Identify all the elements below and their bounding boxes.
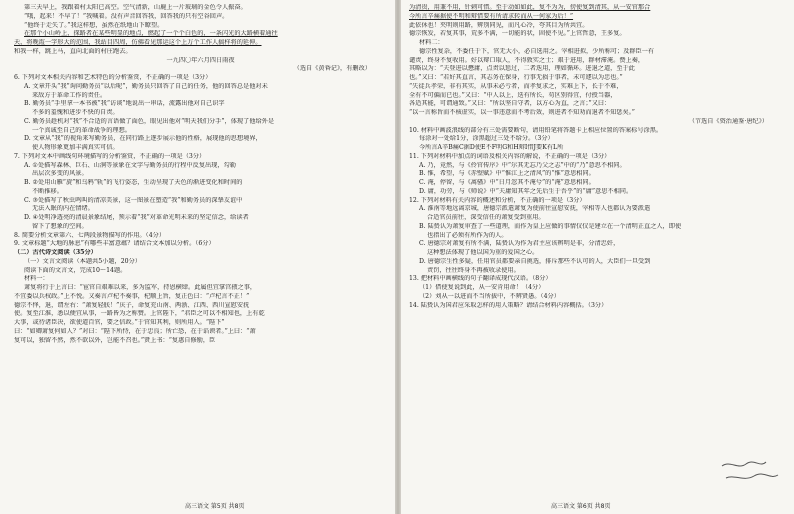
left-page-line: （二）古代诗文阅读（35分） bbox=[14, 249, 97, 256]
right-page-line: D. 唐德宗生性多疑，任用官员都要亲自挑选，排斥那些不认可的人，大臣们一旦受到 bbox=[419, 257, 651, 265]
right-page-line: “失徒兵孝荣，非有其实，从事未必亏者，而孝复求之，实难上下，长于不难， bbox=[409, 82, 623, 90]
right-page-line: 每涂对一处给1分，涂黑超过三处不给分。（3分） bbox=[419, 135, 554, 143]
right-page-line: （2）刘从一以进而不当所拔中，不辨贤愚。（4分） bbox=[419, 292, 560, 300]
right-page-line: 合适官员前往，深受信任的萧复受到重用。 bbox=[427, 214, 545, 221]
left-page-line: 9. 文章标题“大地的脉息”有哪些丰富意蕴？请结合文本加以分析。（6分） bbox=[14, 240, 215, 248]
left-page-line: D. ④处明净透亮的清晨景象结尾，预示着“我”对革命光明未来的坚定信念，给读者 bbox=[24, 214, 249, 221]
left-page-line: 天，将晚霞一字形大的范围，我站目四周，仿佛看见那运这个上万个工作人搞样将的延伸。 bbox=[14, 39, 262, 46]
left-page-line: C. ③处描写了秋虫鸣叫的清凉美景，这一图景在塑造“我”和勤务员的深挚友谊中 bbox=[24, 196, 243, 204]
right-page-line: （1）借使复说到此，从一安肯用命！（4分） bbox=[419, 284, 545, 291]
left-page-line: （一）文言文阅读（本题共5小题，20分） bbox=[24, 257, 141, 265]
handwritten-scribble bbox=[720, 458, 780, 484]
left-page-line: “他终于走失了。”我这样想，虽然在纸地山下瞭望。 bbox=[24, 21, 164, 29]
left-page-line: 出层次多变的风景。 bbox=[32, 170, 88, 178]
right-page-line: C. 唐德宗对萧复有所不满，陆贽认为作为君主应该辨明是非，分清忠奸， bbox=[419, 240, 620, 248]
left-page-line: 在那个小山岭上，探路者在某些明显的地点，燃起了一个个白色的，一条闪光的大路横着通往 bbox=[24, 30, 278, 38]
left-page-line: D. 文章从“我”的视角来写勤务员，在同行路上逐步展示他的性格，展现他的思想境界， bbox=[24, 135, 262, 143]
right-exam-page bbox=[401, 0, 794, 514]
right-page-line: 也。”又曰：“若好其直言，其志务在保身，行事无损于事者，未可遽以为忠也。” bbox=[409, 74, 623, 81]
left-page-line: 一个真诚至自己的革命战争的理想。 bbox=[32, 126, 131, 134]
right-page-line: 德宗恢发，若复其事，荒多不满，一切能的状，固使不见。”上官哲意，王多复。 bbox=[409, 30, 626, 38]
left-exam-page bbox=[0, 0, 395, 514]
left-page-line: 来敌方于革命工作的责任。 bbox=[32, 91, 107, 99]
left-page-line: A. ①处描写森林、巨石、山涧等景象在文字与勤务员的行程中反复出现，勾勒 bbox=[24, 161, 236, 169]
right-page-line: （节选自《资治通鉴·唐纪》） bbox=[688, 117, 768, 125]
right-page-line: D. 庸，功劳，与《师说》中“夫庸知其年之先后生于吾乎”的“庸”意思不相同。 bbox=[419, 187, 633, 195]
right-page-line: 14. 陆贽认为国君应采取怎样的用人策略？请结合材料内容概括。（3分） bbox=[409, 301, 608, 309]
right-page-line: B. 陆贽认为萧复审查了一些道理，而作为皇上应做的事情仅仅是建立在一个清明正直之人，即使 bbox=[419, 222, 682, 230]
left-page-line: 阅读下面的文言文，完成10～14题。 bbox=[24, 266, 127, 274]
right-page-line: A. 乃，竟然，与《伶官传序》中“尔其无忘乃父之志”中的“乃”意思不相同。 bbox=[419, 161, 626, 169]
right-page-line: 责罚，往往终身不再被收录使用。 bbox=[427, 266, 520, 274]
right-page-line: 13. 把材料中画横线的句子翻译成现代汉语。（8分） bbox=[409, 275, 552, 283]
right-page-line: C. 淹，停留，与《离骚》中“日月忽其不淹兮”的“淹”意思相同。 bbox=[419, 179, 595, 186]
right-page-line: 10. 材料中画波浪线的部分有三处需要断句，请用铅笔将答题卡上相应位置的答案标号涂黑。 bbox=[409, 126, 663, 134]
left-page-line: 萧复将行于上言曰：“宦官自艰难以来，多为监军，持恩横肆。此属但宜掌宫掖之事， bbox=[24, 284, 257, 291]
left-page-line: B. ②处用山雁“旋”和乌鸦“轨”的飞行姿态，生动呈现了天色的渐进变化和时间的 bbox=[24, 179, 243, 186]
left-page-line: 无法入眠的内在情绪。 bbox=[32, 205, 94, 213]
right-page-line: “以一言称旨而不核虚实，以一事违意而不考后效，则进者不知劝而退者不知惩矣。” bbox=[409, 109, 635, 116]
right-page-line: 为清贵，用兼不用，针刺可惜。至于动如如此，复不为为，傍使复到清其，从一安官那合 bbox=[409, 4, 651, 11]
right-page-line: 全有不可偏而已也。”又曰：“中人以上，迭有所长，苟区别得宜，付授当器， bbox=[409, 91, 617, 99]
right-page-line: A. 淮南等地远离京城，唐德宗派遣萧复为使前往宣慰安抚，宰相等人也都认为要派遣 bbox=[419, 205, 651, 213]
left-page-line: 曰：“如卿萧复何如人？”对曰：“陛下所恃，在于忠良；所亡恐，在于谄谀者。”上曰：“萧 bbox=[14, 327, 256, 335]
left-page-line: B. 勤务员“手里拿一本书被”我“访谈”地说出一串话，流露出他对自己识字 bbox=[24, 100, 225, 108]
left-page-text bbox=[14, 4, 387, 345]
right-page-text bbox=[409, 4, 784, 310]
left-page-line: 第三天早上，我跟着村太阳已高空。空气清新，山鹿上一片玻璃的金色令人振奋。 bbox=[24, 4, 247, 11]
left-page-line: 6. 下列对文本相关内容和艺术特色的分析鉴赏，不正确的一项是（3分） bbox=[14, 74, 212, 81]
right-page-line: 各适其能，可谓通致。”又曰：“所以坚自守者，以方心为直，之言；”又曰： bbox=[409, 100, 611, 108]
left-page-line: C. 勤务员趁机对“我”不合适的言语做了面色，眼见出他对“明天我们分手”，体现了他给外是 bbox=[24, 117, 275, 125]
left-page-line: 德宗不怿，退，谓左右：“萧复轻朕！”庆子，命复充山南、两浙、江西、西川宣慰安抚 bbox=[14, 301, 250, 309]
left-page-line: 大事，或待诸臣决，欲使道百官，要之信政。”于官知其利，则所用人。“陛下” bbox=[14, 319, 225, 326]
right-page-line: 12. 下列对材料有关内容的概述和分析，不正确的一项是（3分） bbox=[409, 196, 586, 204]
right-page-line: 德宗性复杂，不委任于下，官无大小，必自选用之。宰相进拟，少所称可；及群臣一有 bbox=[419, 47, 655, 55]
left-page-line: 8. 简要分析文章第六、七两段景物描写的作用。（4分） bbox=[14, 231, 166, 239]
left-page-line: 复可以，独留不然，然不欲以外，岂能不召也。”贤上书：“复惠自修励，臣 bbox=[14, 336, 216, 344]
right-page-line: 谴责，终身不复收用。好以辩口取人，不得敦实之士；艰于进用，群材滞淹。赞上奏， bbox=[409, 56, 645, 64]
right-page-line: 今所言辛痛据使不明和辩惜要有所请求转而从一何家为后！” bbox=[409, 12, 574, 20]
right-page-line: 其略以为：“夫登进以懋庸，点责以惩过，二者迭用，理如循环。进退之道，至于此 bbox=[409, 65, 635, 73]
right-page-line: 11. 下列对材料中加点的词语及相关内容的解说，不正确的一项是（3分） bbox=[409, 152, 611, 160]
right-page-line: 材料二： bbox=[419, 39, 444, 46]
left-page-line: 留下了想象的空间。 bbox=[32, 222, 88, 230]
left-page-line: 不宜委以兵权政。”上不悦。又奏言卢杞不奏事，杞顺上旨，复正色曰：“卢杞言不正！” bbox=[14, 292, 250, 300]
left-page-line: A. 文章开头“我”询问勤务员“以后呢”，勤务员只回答了自己的任务，他的回答总是他对未 bbox=[24, 82, 268, 90]
left-page-line: 材料一： bbox=[24, 275, 49, 283]
right-page-line: 此依休也！夹明则用路，辨别同见，而凡心冷，夸其目为所共宜。 bbox=[409, 21, 589, 29]
left-page-line: 一九四〇年六月四日雨夜 bbox=[166, 56, 235, 64]
left-page-line: 使。复至江淮，悉以便宜从事，一路皆为之称赞。上官陛下，“君臣之可以不相知也，上有乾 bbox=[14, 310, 265, 318]
left-page-line: 7. 下列对文本中画线句环境描写的分析鉴赏，不正确的一项是（3分） bbox=[14, 152, 206, 160]
left-page-footer: 高三语文 第5页 共8页 bbox=[185, 503, 245, 510]
left-page-line: （选自《黄昏记》，有删改） bbox=[293, 65, 371, 73]
right-page-line: 这种想法体现了他以国为重的爱国之心。 bbox=[427, 249, 539, 256]
right-page-footer: 高三语文 第6页 共8页 bbox=[551, 503, 611, 510]
left-page-line: 和我一样，跳上马，直向北面的村庄跑去。 bbox=[14, 47, 132, 55]
left-page-line: “哦，起来！不早了！”我喊着。没有声音回答我，回答我的只有空谷回声。 bbox=[24, 12, 229, 20]
left-page-line: 使人物形象更加丰满真实可信。 bbox=[32, 144, 119, 151]
left-page-line: 不断推移。 bbox=[32, 187, 63, 195]
right-page-line: 今所言A辛B痛C据D使E不F明G和H辩I惜J要K有L所 bbox=[419, 144, 564, 151]
left-page-line: 不多的羞愧和进步不快的自责。 bbox=[32, 109, 119, 116]
right-page-line: B. 惟，希望，与《赤壁赋》中“惟江上之清风”的“惟”意思相同。 bbox=[419, 170, 595, 178]
right-page-line: 也指出了必须有所作为的人。 bbox=[427, 231, 508, 239]
